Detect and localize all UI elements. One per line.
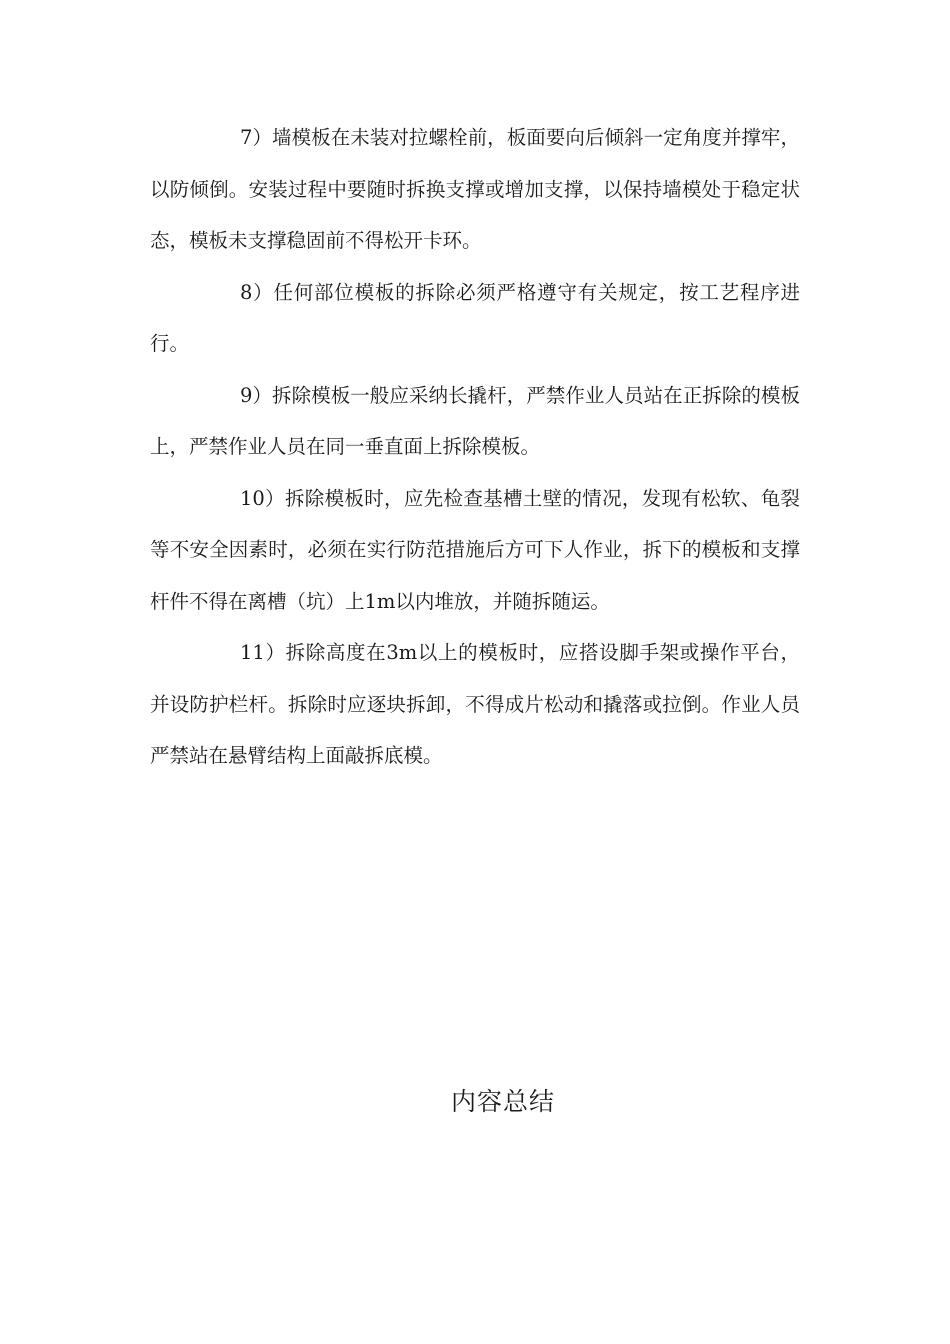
paragraph-item-8: 8）任何部位模板的拆除必须严格遵守有关规定，按工艺程序进行。 xyxy=(150,280,800,355)
paragraph-item-10: 10）拆除模板时，应先检查基槽土壁的情况，发现有松软、龟裂等不安全因素时，必须在实行防范措施后方可下人作业，拆下的模板和支撑杆件不得在离槽（坑）上1m以内堆放，并随拆随运。 xyxy=(150,486,800,613)
paragraph-item-9: 9）拆除模板一般应采纳长撬杆，严禁作业人员站在正拆除的模板上，严禁作业人员在同一垂直面上拆除模板。 xyxy=(150,383,800,458)
paragraph-item-7: 7）墙模板在未装对拉螺栓前，板面要向后倾斜一定角度并撑牢，以防倾倒。安装过程中要随时拆换支撑或增加支撑，以保持墙模处于稳定状态，模板未支撑稳固前不得松开卡环。 xyxy=(150,126,800,252)
document-body xyxy=(150,112,800,782)
paragraph-item-11: 11）拆除高度在3m以上的模板时，应搭设脚手架或操作平台，并设防护栏杆。拆除时应逐块拆卸，不得成片松动和撬落或拉倒。作业人员严禁站在悬臂结构上面敲拆底模。 xyxy=(150,641,800,767)
summary-heading: 内容总结 xyxy=(450,1087,555,1116)
